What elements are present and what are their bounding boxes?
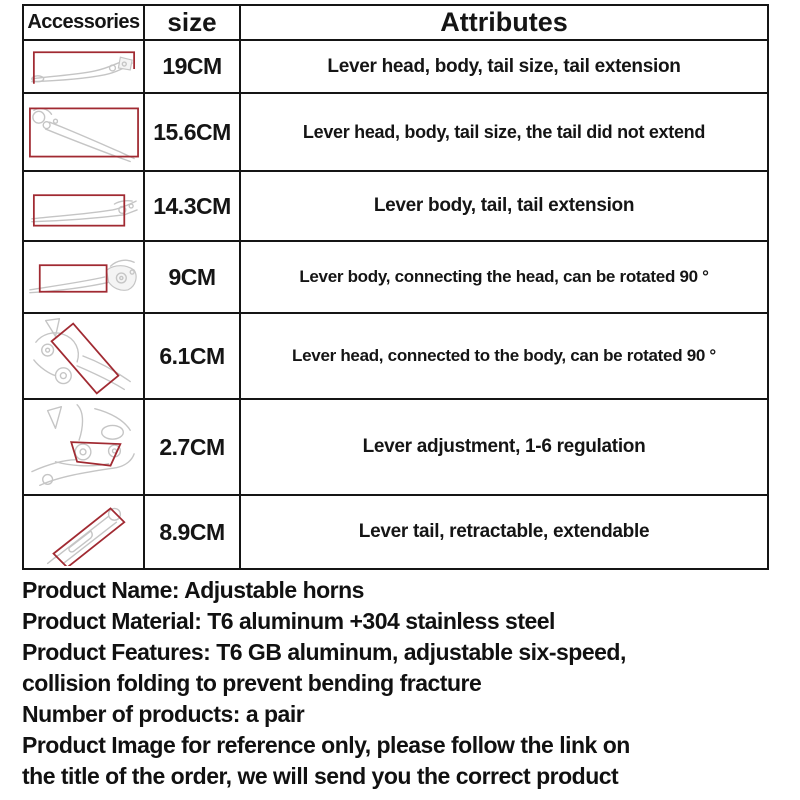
red-highlight-box	[30, 108, 138, 156]
table-row	[24, 400, 767, 496]
size-value: 15.6CM	[145, 94, 241, 170]
red-highlight-box-tilted	[54, 508, 125, 566]
attribute-value: Lever head, body, tail size, the tail did not extend	[241, 94, 767, 170]
lever-tail-image	[24, 496, 145, 568]
attribute-value: Lever adjustment, 1-6 regulation	[241, 400, 767, 494]
lever-full-length-image	[24, 41, 145, 92]
size-value: 14.3CM	[145, 172, 241, 240]
lever-sketch-icon	[26, 402, 141, 492]
product-material-line: Product Material: T6 aluminum +304 stainless steel	[22, 608, 555, 634]
table-row	[24, 41, 767, 94]
table-row	[24, 314, 767, 400]
attribute-value: Lever body, connecting the head, can be rotated 90 °	[241, 242, 767, 312]
attribute-value: Lever body, tail, tail extension	[241, 172, 767, 240]
table-row	[24, 172, 767, 242]
spec-table	[22, 4, 769, 570]
table-row	[24, 242, 767, 314]
table-row	[24, 496, 767, 568]
header-size: size	[145, 6, 241, 39]
product-features-line: Product Features: T6 GB aluminum, adjustable six-speed,	[22, 639, 626, 665]
header-accessories: Accessories	[24, 6, 145, 39]
attribute-value: Lever head, body, tail size, tail extension	[241, 41, 767, 92]
table-header-row	[24, 6, 767, 41]
lever-sketch-icon	[26, 174, 141, 238]
size-value: 19CM	[145, 41, 241, 92]
size-value: 8.9CM	[145, 496, 241, 568]
lever-sketch-icon	[26, 244, 141, 310]
lever-sketch-icon	[26, 43, 141, 90]
attribute-value: Lever tail, retractable, extendable	[241, 496, 767, 568]
size-value: 6.1CM	[145, 314, 241, 398]
lever-body-tail-image	[24, 172, 145, 240]
product-disclaimer-line-2: the title of the order, we will send you the correct product	[22, 763, 619, 789]
size-value: 9CM	[145, 242, 241, 312]
size-value: 2.7CM	[145, 400, 241, 494]
product-details	[22, 575, 782, 792]
product-name-line: Product Name: Adjustable horns	[22, 577, 364, 603]
lever-full-angled-image	[24, 94, 145, 170]
header-attributes: Attributes	[241, 6, 767, 39]
lever-body-section-image	[24, 242, 145, 312]
product-disclaimer-line: Product Image for reference only, please follow the link on	[22, 732, 630, 758]
lever-sketch-icon	[26, 498, 141, 566]
product-features-line-2: collision folding to prevent bending fracture	[22, 670, 482, 696]
attribute-value: Lever head, connected to the body, can be rotated 90 °	[241, 314, 767, 398]
lever-sketch-icon	[26, 316, 141, 396]
product-quantity-line: Number of products: a pair	[22, 701, 305, 727]
lever-adjuster-image	[24, 400, 145, 494]
lever-head-closeup-image	[24, 314, 145, 398]
table-row	[24, 94, 767, 172]
lever-sketch-icon	[26, 96, 141, 168]
